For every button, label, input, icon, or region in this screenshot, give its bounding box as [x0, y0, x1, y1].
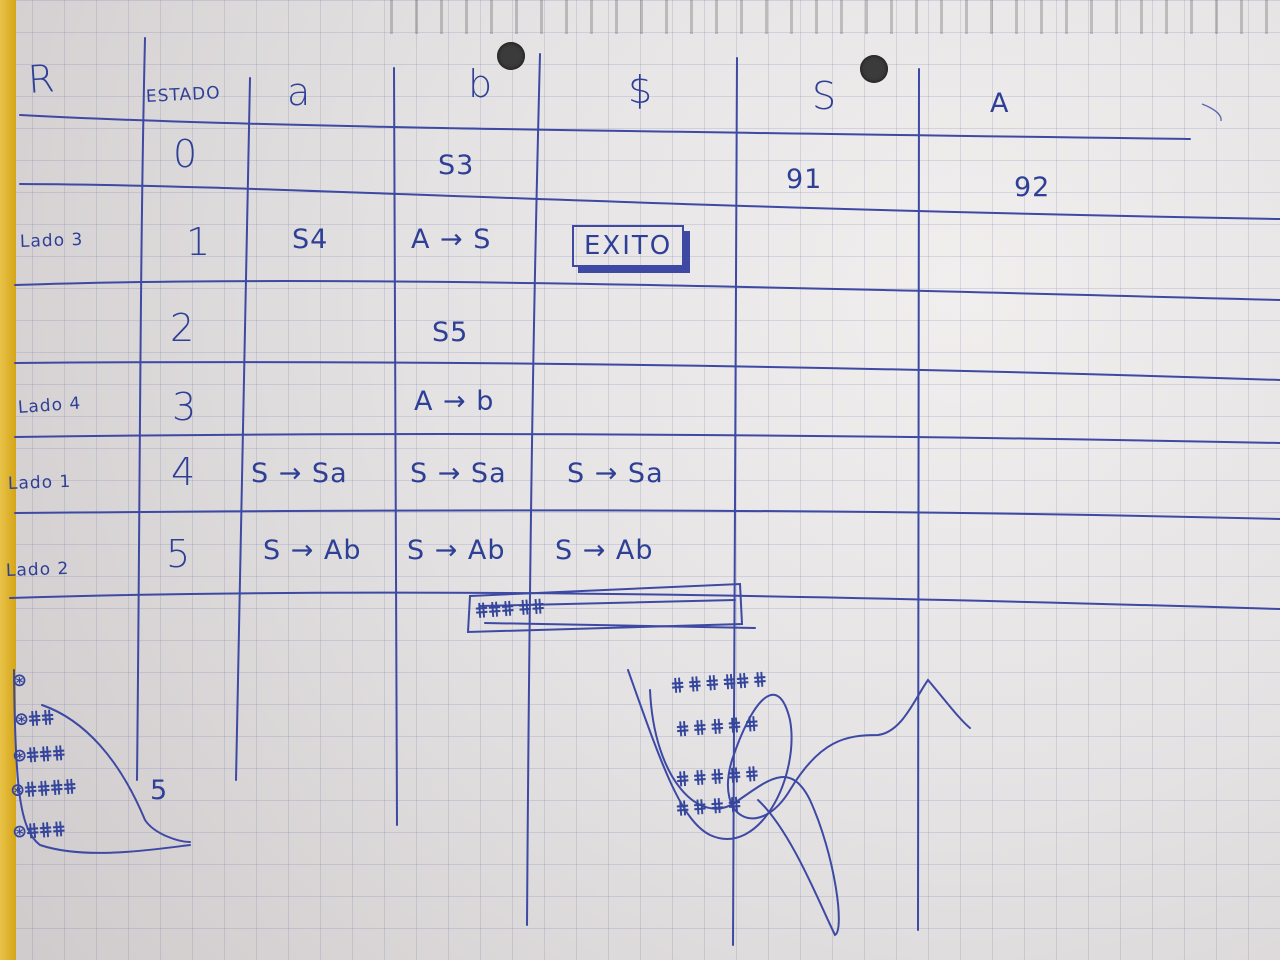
row-5-dollar: S → Ab — [555, 535, 654, 566]
scribble-number: 5 — [150, 775, 169, 806]
row-0-b: S3 — [438, 150, 475, 181]
vertical-line — [527, 54, 540, 925]
row-5-b: S → Ab — [407, 535, 506, 566]
vertical-line — [137, 38, 145, 780]
side-label: Lado 3 — [19, 229, 84, 252]
crossed-out-scribble: ⋕⋕⋕ ⋕⋕ — [473, 595, 545, 622]
horizontal-line — [15, 281, 1280, 300]
column-header-dollar: $ — [628, 68, 654, 112]
left-scribble: ⊛⋕⋕⋕ — [11, 742, 65, 767]
state-1: 1 — [186, 220, 212, 264]
crossed-out-scribble: ⋕ ⋕ ⋕ ⋕⋕ ⋕ — [669, 668, 767, 697]
corner-label: R — [26, 56, 57, 102]
row-0-a: 92 — [1014, 172, 1051, 203]
horizontal-line — [20, 184, 1280, 219]
left-scribble: ⊛ — [11, 669, 26, 692]
state-0: 0 — [173, 132, 199, 176]
crossed-out-scribble: ⋕ ⋕ ⋕ ⋕ ⋕ — [674, 713, 759, 740]
column-header-a: a — [287, 70, 312, 114]
exito-box: EXITO — [572, 225, 684, 267]
row-2-b: S5 — [432, 317, 469, 348]
left-scribble: ⊛⋕⋕⋕⋕ — [9, 775, 77, 802]
row-1-a: S4 — [292, 224, 329, 255]
row-5-a: S → Ab — [263, 535, 362, 566]
column-header-a-nonterminal: A — [990, 88, 1010, 119]
state-4: 4 — [171, 450, 197, 494]
state-3: 3 — [172, 385, 198, 429]
crossed-out-scribble: ⋕ ⋕ ⋕ ⋕ — [674, 793, 741, 820]
left-scribble: ⊛⋕⋕ — [13, 706, 54, 731]
horizontal-line — [15, 434, 1280, 443]
vertical-line — [394, 68, 397, 825]
side-label: Lado 2 — [5, 558, 70, 581]
row-1-b: A → S — [411, 224, 492, 255]
column-header-estado: ESTADO — [145, 83, 222, 107]
state-5: 5 — [166, 532, 192, 576]
side-label: Lado 4 — [17, 393, 82, 418]
column-header-b: b — [468, 62, 494, 106]
vertical-line — [918, 69, 919, 930]
row-3-b: A → b — [414, 386, 495, 417]
horizontal-line — [15, 362, 1280, 380]
light-pencil-mark — [1202, 104, 1221, 121]
left-scribble: ⊛⋕⋕⋕ — [11, 818, 65, 843]
crossed-out-scribble: ⋕ ⋕ ⋕ ⋕ ⋕ — [674, 763, 759, 790]
row-4-b: S → Sa — [410, 458, 507, 489]
row-4-a: S → Sa — [251, 458, 348, 489]
horizontal-line — [15, 510, 1280, 519]
horizontal-line — [10, 593, 1280, 609]
left-scribble-outline — [42, 705, 190, 842]
side-label: Lado 1 — [7, 471, 72, 494]
row-4-dollar: S → Sa — [567, 458, 664, 489]
state-2: 2 — [170, 306, 196, 350]
column-header-s: S — [812, 74, 838, 118]
vertical-line — [236, 78, 250, 780]
row-0-s: 91 — [786, 164, 823, 195]
